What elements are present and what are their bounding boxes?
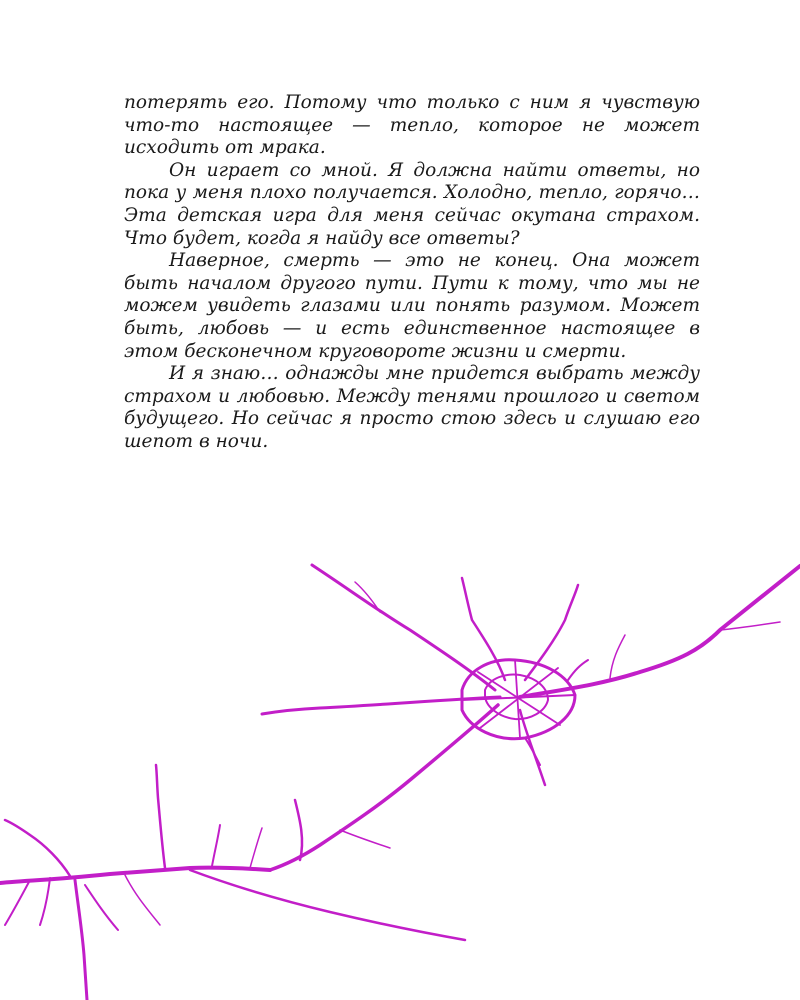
impact-point	[462, 660, 588, 765]
paragraph-2: Он играет со мной. Я должна найти ответы, но пока у меня плохо получается. Холодно, тепло, горячо… Эта детская игра для меня сейчас окутана страхом. Что будет, когда я найду все ответы?	[124, 159, 700, 249]
paragraph-1: потерять его. Потому что только с ним я чувствую что-то настоящее — тепло, которое не может исходить от мрака.	[124, 92, 700, 159]
body-text	[124, 92, 700, 454]
crack-lines	[0, 565, 800, 1000]
paragraph-3: Наверное, смерть — это не конец. Она может быть началом другого пути. Пути к тому, что мы не можем увидеть глазами или понять разумом. Может быть, любовь — и есть единственное настоящее в этом бесконечном круговороте жизни и смерти.	[124, 250, 700, 362]
paragraph-4: И я знаю… однажды мне придется выбрать между страхом и любовью. Между тенями прошлого и светом будущего. Но сейчас я просто стою здесь и слушаю его шепот в ночи.	[124, 363, 700, 452]
